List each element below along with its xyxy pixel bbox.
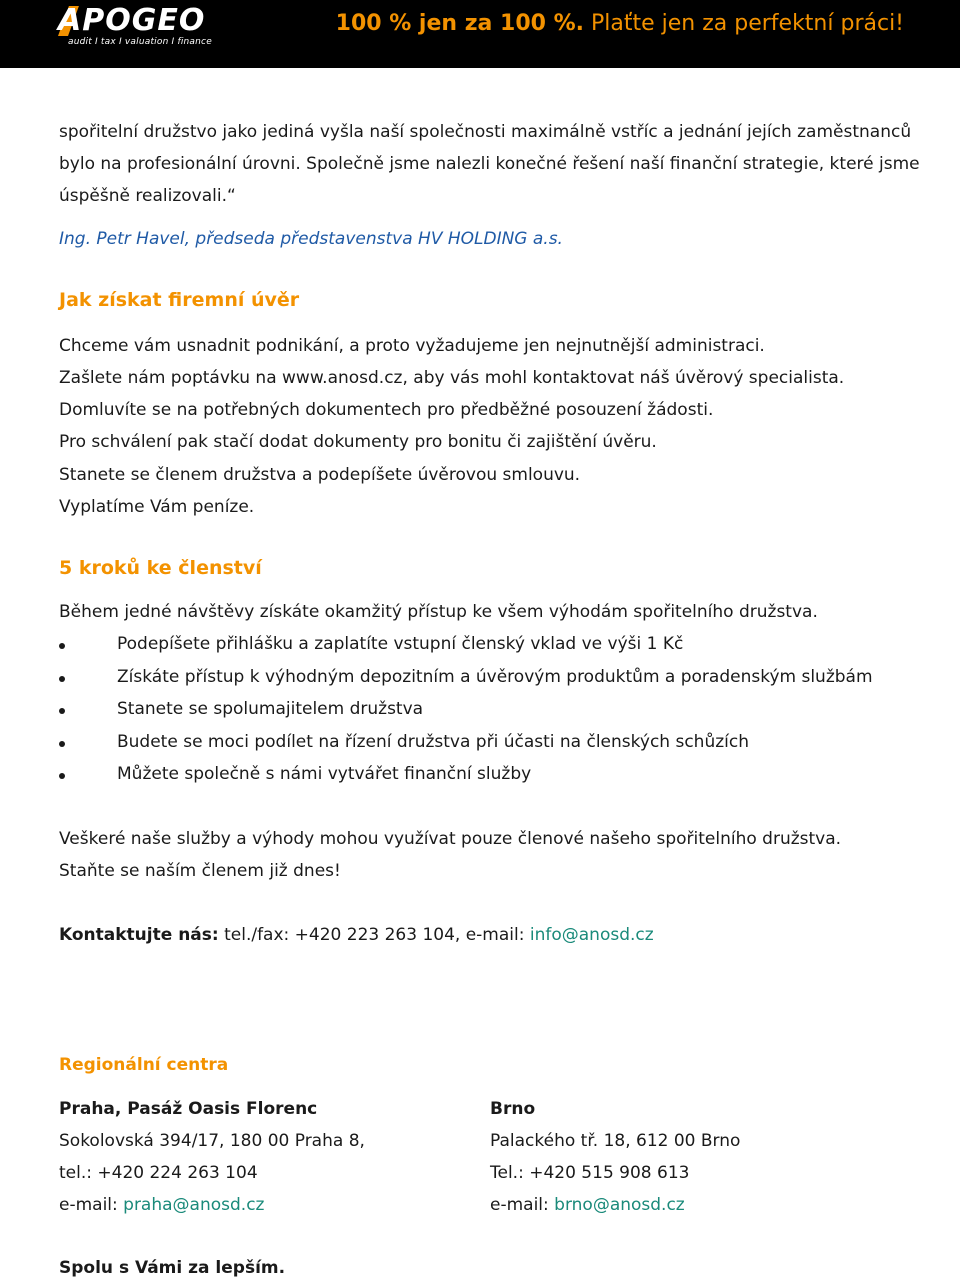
brno-email-label: e-mail: bbox=[490, 1195, 555, 1215]
testimonial-signature: Ing. Petr Havel, předseda představenstva HV HOLDING a.s. bbox=[59, 229, 563, 249]
apogeo-logo[interactable] bbox=[58, 3, 212, 60]
praha-email-label: e-mail: bbox=[59, 1195, 124, 1215]
praha-email-line bbox=[59, 1193, 264, 1217]
membership-heading: 5 kroků ke členství bbox=[59, 557, 262, 579]
loan-line: Stanete se členem družstva a podepíšete úvěrovou smlouvu. bbox=[59, 465, 581, 485]
loan-line: Pro schválení pak stačí dodat dokumenty pro bonitu či zajištění úvěru. bbox=[59, 432, 657, 452]
list-item: Můžete společně s námi vytvářet finanční služby bbox=[117, 764, 532, 784]
bullet-icon bbox=[59, 676, 65, 682]
contact-label: Kontaktujte nás: bbox=[59, 925, 219, 945]
membership-outro-1: Veškeré naše služby a výhody mohou využívat pouze členové našeho spořitelního družstva. bbox=[59, 829, 842, 849]
loan-line: Chceme vám usnadnit podnikání, a proto vyžadujeme jen nejnutnější administraci. bbox=[59, 336, 765, 356]
praha-address: Sokolovská 394/17, 180 00 Praha 8, bbox=[59, 1131, 365, 1151]
testimonial-line-2: bylo na profesionální úrovni. Společně jsme nalezli konečné řešení naší finanční strategie, které jsme bbox=[59, 154, 920, 174]
slogan-rest: Plaťte jen za perfektní práci! bbox=[584, 11, 904, 36]
membership-intro: Během jedné návštěvy získáte okamžitý přístup ke všem výhodám spořitelního družstva. bbox=[59, 602, 818, 622]
list-item: Stanete se spolumajitelem družstva bbox=[117, 699, 424, 719]
closing-line: Spolu s Vámi za lepším. bbox=[59, 1258, 286, 1278]
testimonial-line-3: úspěšně realizovali.“ bbox=[59, 186, 236, 206]
list-item: Získáte přístup k výhodným depozitním a úvěrovým produktům a poradenským službám bbox=[117, 667, 873, 687]
loan-line: Zašlete nám poptávku na www.anosd.cz, aby vás mohl kontaktovat náš úvěrový specialista. bbox=[59, 368, 845, 388]
brno-name: Brno bbox=[490, 1099, 536, 1119]
contact-email-link[interactable]: info@anosd.cz bbox=[529, 925, 654, 945]
loan-heading: Jak získat firemní úvěr bbox=[59, 289, 300, 311]
logo-tagline: audit I tax I valuation I finance bbox=[68, 37, 212, 47]
contact-line bbox=[59, 923, 654, 947]
header-bar bbox=[0, 0, 960, 68]
header-slogan bbox=[336, 9, 904, 39]
logo-text: APOGEO bbox=[58, 3, 206, 38]
regional-heading: Regionální centra bbox=[59, 1055, 229, 1075]
membership-outro-2: Staňte se naším členem již dnes! bbox=[59, 861, 341, 881]
brno-address: Palackého tř. 18, 612 00 Brno bbox=[490, 1131, 741, 1151]
loan-line: Vyplatíme Vám peníze. bbox=[59, 497, 255, 517]
praha-tel: tel.: +420 224 263 104 bbox=[59, 1163, 258, 1183]
list-item: Podepíšete přihlášku a zaplatíte vstupní členský vklad ve výši 1 Kč bbox=[117, 634, 684, 654]
loan-line: Domluvíte se na potřebných dokumentech pro předběžné posouzení žádosti. bbox=[59, 400, 714, 420]
brno-email-line bbox=[490, 1193, 685, 1217]
bullet-icon bbox=[59, 773, 65, 779]
praha-name: Praha, Pasáž Oasis Florenc bbox=[59, 1099, 318, 1119]
praha-email-link[interactable]: praha@anosd.cz bbox=[123, 1195, 265, 1215]
bullet-icon bbox=[59, 741, 65, 747]
brno-email-link[interactable]: brno@anosd.cz bbox=[554, 1195, 685, 1215]
list-item: Budete se moci podílet na řízení družstva při účasti na členských schůzích bbox=[117, 732, 749, 752]
slogan-bold: 100 % jen za 100 %. bbox=[335, 11, 584, 36]
contact-phone: tel./fax: +420 223 263 104, e-mail: bbox=[218, 925, 530, 945]
brno-tel: Tel.: +420 515 908 613 bbox=[490, 1163, 690, 1183]
bullet-icon bbox=[59, 643, 65, 649]
testimonial-line-1: spořitelní družstvo jako jediná vyšla naší společnosti maximálně vstříc a jednání jejích zaměstnanců bbox=[59, 122, 912, 142]
bullet-icon bbox=[59, 708, 65, 714]
